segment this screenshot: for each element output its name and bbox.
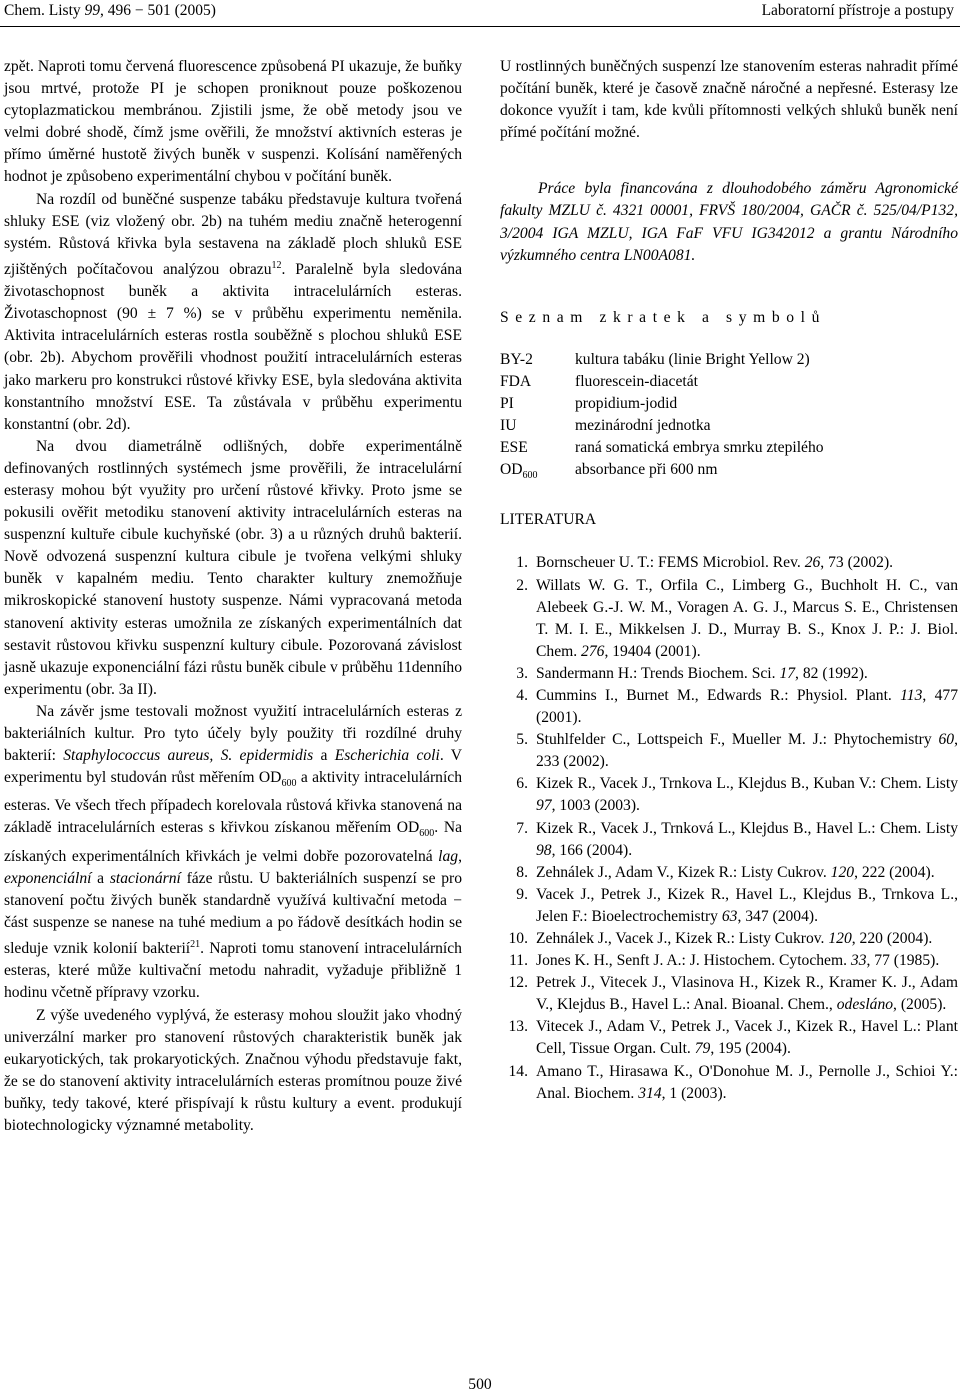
reference-text [536,663,958,685]
reference-text [536,575,958,663]
reference-number: 4. [516,686,528,704]
reference-volume: 120 [828,930,852,948]
reference-item [500,773,958,817]
abbreviation-term [500,349,575,371]
acknowledgement: Práce byla financována z dlouhodobého záměru Agronomické fakulty MZLU č. 4321 00001, FRVŠ 180/2004, GAČR č. 525/04/P132, 3/2004 IGA MZLU, IGA FaF VFU IG342012 a grantu Národního výzkumného centra LN00A081. [500,180,958,264]
abbreviation-definition: absorbance při 600 nm [575,461,718,479]
reference-volume: odesláno [836,996,894,1014]
running-header [0,0,960,27]
reference-volume: 276 [581,642,605,660]
text-run: . Naproti tomu stanovení intracelulárních esteras, které může kultivační metodu nahradit, vyžaduje přibližně 1 hodinu včetně přípravy vzorku. [4,940,462,1002]
abbreviation-term [500,459,575,487]
paragraph-4 [4,701,462,1005]
reference-volume: 17 [779,664,796,682]
reference-pages: , 77 (1985). [866,952,940,970]
reference-pages: , (2005). [893,996,947,1014]
abbreviations-title: Seznam zkratek a symbolů [500,308,826,326]
abbreviation-definition: kultura tabáku (linie Bright Yellow 2) [575,350,810,368]
text-run: a [91,869,110,887]
abbreviation-text: IU [500,417,517,435]
reference-text [536,818,958,862]
reference-item [500,1016,958,1060]
reference-authors: Sandermann H.: Trends Biochem. Sci. [536,664,780,682]
reference-volume: 113 [900,686,923,704]
subscript: 600 [281,778,297,790]
phase-name: exponenciální [4,869,92,887]
reference-number: 6. [516,775,528,793]
reference-pages: , 1003 (2003). [551,797,640,815]
reference-number: 8. [516,863,528,881]
reference-authors: Zehnálek J., Vacek J., Kizek R.: Listy Cukrov. [536,930,829,948]
species-name: Escherichia coli [334,747,440,765]
reference-text [536,972,958,1016]
text-run: . Paralelně byla sledována životaschopnost buněk a aktivita intracelulárních esteras. Životaschopnost (90 ± 7 %) se v průběhu experimentu neměnila. Aktivita intracelulárních esteras rostla souběžně s plochou shluků ESE (obr. 2b). Abychom prověřili vhodnost použití intracelulárních esteras jako markeru pro konstrukci růstové křivky ESE, byla sledována aktivita konstantního množství ESE. Ta zůstávala v průběhu experimentu konstantní (obr. 2d). [4,261,462,433]
literature-title: LITERATURA [500,511,597,529]
citation-sup: 12 [271,259,282,271]
abbreviation-definition: propidium-jodid [575,394,678,412]
reference-number: 7. [516,819,528,837]
reference-item [500,862,958,884]
reference-number: 3. [516,664,528,682]
reference-pages: , 73 (2002). [820,554,894,572]
reference-item [500,928,958,950]
paragraph-1: zpět. Naproti tomu červená fluorescence způsobená PI ukazuje, že buňky jsou mrtvé, protože PI je schopen proniknout pouze poškozenou cytoplazmatickou membránou. Zjistili jsme, že obě metody jsou ve velmi dobré shodě, čímž jsme ověřili, že množství aktivních esteras je přímo úměrné hustotě živých buněk v suspenzi. Kolísání naměřených hodnot je způsobeno experimentální chybou v počítání buněk. [4,58,462,186]
reference-pages: , 19404 (2001). [604,642,701,660]
text-run: Na rozdíl od buněčné suspenze tabáku představuje kultura tvořená shluky ESE (viz vložený obr. 2b) na tuhém mediu značně heterogenní systém. Růstová křivka byla sestavena na základě ploch shluků ESE zjištěných počítačovou analýzou obrazu [4,190,462,279]
reference-authors: Vitecek J., Adam V., Petrek J., Vacek J., Kizek R., Havel L.: Plant Cell, Tissue Organ. Cult. [536,1018,958,1058]
reference-text [536,928,958,950]
abbreviation-term [500,371,575,393]
paragraph-2 [4,189,462,436]
reference-volume: 33 [850,952,867,970]
reference-list [500,552,958,1104]
abbreviation-term [500,437,575,459]
reference-number: 1. [516,554,528,572]
citation-sup: 21 [190,939,201,951]
reference-text [536,862,958,884]
reference-number: 12. [508,974,528,992]
section-name: Laboratorní přístroje a postupy [761,2,954,19]
reference-item [500,552,958,574]
reference-item [500,1061,958,1105]
reference-item [500,818,958,862]
phase-name: stacionární [109,869,181,887]
species-name: Staphylococcus aureus, S. epidermidis [63,747,314,765]
reference-authors: Stuhlfelder C., Lottspeich F., Mueller M. J.: Phytochemistry [536,731,939,749]
reference-authors: Zehnálek J., Adam V., Kizek R.: Listy Cukrov. [536,863,831,881]
reference-number: 5. [516,731,528,749]
abbreviations-list [500,349,958,488]
reference-pages: , 222 (2004). [854,863,935,881]
abbreviation-term [500,393,575,415]
abbreviation-definition: raná somatická embrya smrku ztepilého [575,439,824,457]
reference-text [536,884,958,928]
reference-volume: 63 [721,907,738,925]
abbreviation-subscript: 600 [522,470,538,482]
reference-number: 2. [516,576,528,594]
reference-item [500,575,958,663]
reference-text [536,729,958,773]
abbreviation-term [500,415,575,437]
reference-number: 13. [508,1018,528,1036]
reference-volume: 120 [830,863,855,881]
right-column [500,56,958,1105]
reference-authors: Petrek J., Vitecek J., Vlasinova H., Kizek R., Kramer K. J., Adam V., Klejdus B., Havel L.: Anal. Bioanal. Chem., [536,974,958,1014]
reference-text [536,1061,958,1105]
journal-citation: Chem. Listy 99, 496 − 501 (2005) [4,2,216,19]
reference-volume: 97 [536,797,552,815]
text-run: a aktivity intracelulárních esteras. Ve všech třech případech korelovala růstová křivka stanovená na základě intracelulárních esteras s křivkou získanou měřením OD [4,769,462,837]
reference-number: 10. [508,930,528,948]
abbreviation-text: FDA [500,372,532,390]
reference-number: 11. [509,952,528,970]
reference-pages: , 195 (2004). [710,1040,791,1058]
reference-pages: , 220 (2004). [851,930,933,948]
reference-text [536,685,958,729]
reference-authors: Kizek R., Vacek J., Trnková L., Klejdus B., Havel L.: Chem. Listy [536,819,958,837]
reference-pages: , 347 (2004). [737,907,818,925]
text-run: , [458,847,462,865]
reference-text [536,1016,958,1060]
reference-item [500,685,958,729]
text-run: fáze růstu. U bakteriálních suspenzí se pro stanovení počtu živých buněk standardně využívá kultivační metoda − část suspenze se nanese na tuhé medium a po řádově desítkách hodin se sleduje vznik kolonií bakterií [4,869,463,958]
reference-authors: Jones K. H., Senft J. A.: J. Histochem. Cytochem. [536,952,851,970]
subscript: 600 [419,828,435,840]
reference-volume: 98 [536,841,552,859]
reference-authors: Amano T., Hirasawa K., O'Donohue M. J., Pernolle J., Schioi Y.: Anal. Biochem. [536,1062,958,1102]
reference-authors: Cummins I., Burnet M., Edwards R.: Physiol. Plant. [536,686,901,704]
reference-item [500,884,958,928]
text-run: a [313,747,335,765]
abbreviation-text: PI [500,394,514,412]
abbreviation-text: BY-2 [500,350,533,368]
reference-authors: Kizek R., Vacek J., Trnkova L., Klejdus B., Kuban V.: Chem. Listy [536,775,958,793]
reference-item [500,972,958,1016]
reference-pages: , 82 (1992). [795,664,868,682]
reference-text [536,773,958,817]
reference-text [536,552,958,574]
reference-pages: , 233 (2002). [536,731,958,771]
text-run: . Na získaných experimentálních křivkách je velmi dobře pozorovatelná [4,819,462,865]
paragraph-right-1: U rostlinných buněčných suspenzí lze stanovením esteras nahradit přímé počítání buněk, které je časově značně náročné a nepřesné. Esterasy lze dokonce využít i tam, kde kvůli přítomnosti velkých shluků buněk není přímé počítání možné. [500,58,958,142]
reference-text [536,950,958,972]
reference-number: 14. [508,1062,528,1080]
abbreviation-definition: mezinárodní jednotka [575,417,711,435]
reference-pages: , 477 (2001). [536,686,958,727]
reference-volume: 60 [938,731,955,749]
reference-number: 9. [516,885,528,903]
reference-pages: , 166 (2004). [551,841,633,859]
reference-item [500,950,958,972]
page-number: 500 [468,1376,492,1393]
reference-authors: Bornscheuer U. T.: FEMS Microbiol. Rev. [536,554,805,572]
reference-pages: , 1 (2003). [661,1084,727,1102]
reference-authors: Vacek J., Petrek J., Kizek R., Havel L., Klejdus B., Trnkova L., Jelen F.: Bioelectrochemistry [536,885,958,925]
reference-volume: 314 [638,1084,662,1102]
paragraph-5: Z výše uvedeného vyplývá, že esterasy mohou sloužit jako vhodný univerzální marker pro stanovení růstových charakteristik buněk jak eukaryotických, tak prokaryotických. Značnou výhodu představuje fakt, že se do stanovení aktivity intracelulárních esteras promítnou pouze živé buňky, tedy takové, které přispívají k růstu kultury a event. produkují biotechnologicky významné metabolity. [4,1006,462,1134]
left-column [4,56,462,1137]
reference-item [500,729,958,773]
phase-name: lag [438,847,459,865]
text-run: Na závěr jsme testovali možnost využití intracelulárních esteras z bakteriálních kultur. Pro tyto účely byly použity tři rozdílné druhy bakterií: [4,702,462,765]
abbreviation-text: ESE [500,439,528,457]
reference-authors: Willats W. G. T., Orfila C., Limberg G., Buchholt H. C., van Alebeek G.-J. W. M., Voragen A. G. J., Marcus S. E., Christensen T. M. I. E., Mikkelsen J. D., Murray B. S., Knox J. P.: J. Biol. Chem. [536,576,958,660]
reference-volume: 79 [694,1040,711,1058]
reference-item [500,663,958,685]
abbreviation-definition: fluorescein-diacetát [575,372,698,390]
text-run: . V experimentu byl studován růst měřením OD [4,747,463,787]
abbreviation-text: OD [500,461,523,479]
paragraph-3: Na dvou diametrálně odlišných, dobře experimentálně definovaných rostlinných systémech jsme prověřili, že intracelulární esterasy mohou být využity pro určení růstové křivky. Proto jsme se pokusili ověřit metodiku stanovení aktivity intracelulárních esteras na suspenzní kultuře cibule kuchyňské (obr. 3) a u různých druhů bakterií. Nově odvozená suspenzní kultura cibule je tvořena velkými shluky buněk v kapalném mediu. Tento charakter kultury znemožňuje mikroskopické stanovení hustoty suspenze. Námi vypracovaná metoda stanovení aktivity esteras umožnila ze získaných experimentálních dat sestavit růstovou křivku suspenzní kultury cibule. Pozorovaná závislost jasně ukazuje exponenciální fázi růstu buněk cibule v průběhu 11denního experimentu (obr. 3a II). [4,437,462,698]
reference-volume: 26 [804,554,821,572]
